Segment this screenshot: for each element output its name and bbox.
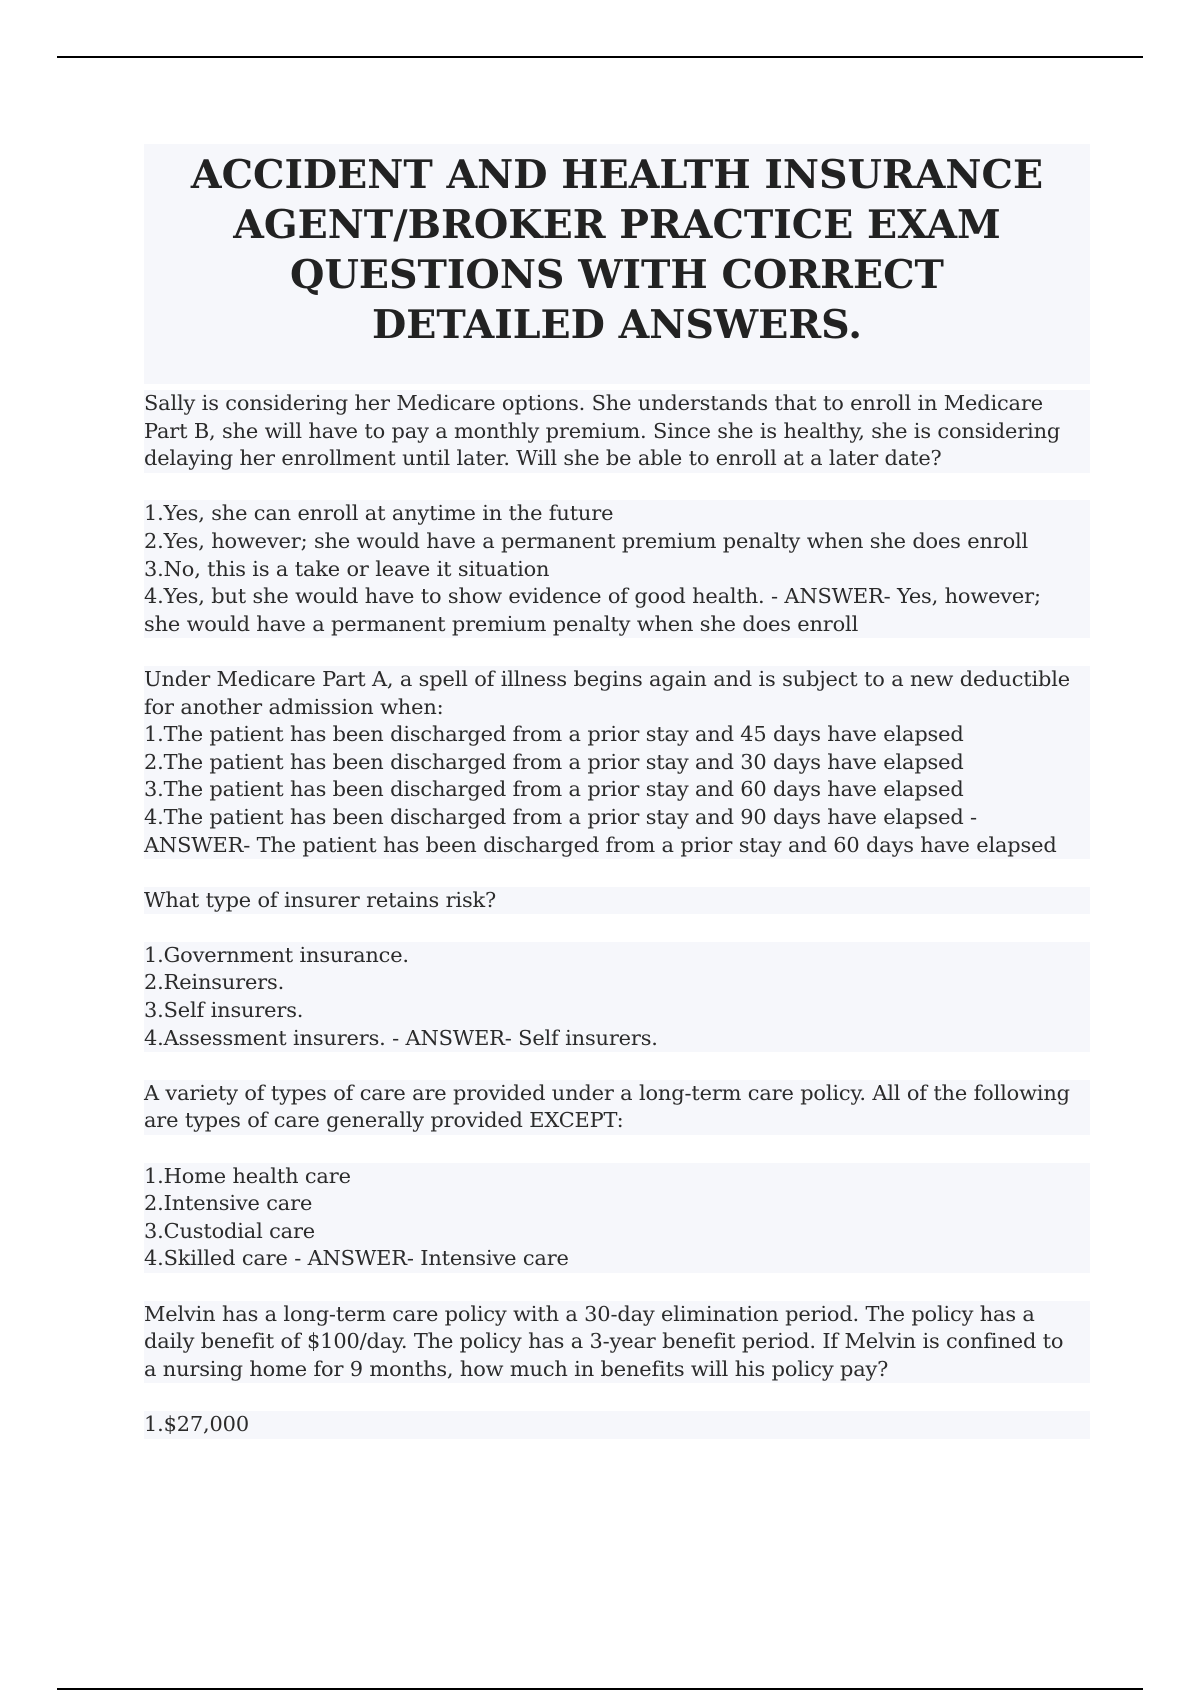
question-text-line: Sally is considering her Medicare options. She understands that to enroll in Medicare [144, 390, 1090, 418]
bottom-rule [57, 1688, 1143, 1690]
question-text-line: Part B, she will have to pay a monthly premium. Since she is healthy, she is considering [144, 418, 1090, 446]
answer-option: 2.Yes, however; she would have a permanent premium penalty when she does enroll [144, 528, 1090, 556]
answer-option: 1.The patient has been discharged from a prior stay and 45 days have elapsed [144, 721, 1090, 749]
answer-option: 1.Home health care [144, 1163, 1090, 1191]
question-3 [144, 887, 1090, 1053]
answer-option: 1.Government insurance. [144, 942, 1090, 970]
title-line: ACCIDENT AND HEALTH INSURANCE [190, 152, 1044, 198]
answer-option: 4.Yes, but she would have to show evidence of good health. - ANSWER- Yes, however; [144, 583, 1090, 611]
question-text-line: Under Medicare Part A, a spell of illness begins again and is subject to a new deductible [144, 666, 1090, 694]
answer-option: 1.$27,000 [144, 1411, 1090, 1439]
question-text-line: daily benefit of $100/day. The policy has a 3-year benefit period. If Melvin is confined to [144, 1328, 1090, 1356]
title-line: DETAILED ANSWERS. [371, 302, 863, 348]
answer-option: 3.The patient has been discharged from a prior stay and 60 days have elapsed [144, 776, 1090, 804]
answer-option: 4.Assessment insurers. - ANSWER- Self insurers. [144, 1025, 1090, 1053]
question-text-line: for another admission when: [144, 694, 1090, 722]
question-5 [144, 1301, 1090, 1439]
question-text-line: A variety of types of care are provided under a long-term care policy. All of the following [144, 1080, 1090, 1108]
answer-option: 4.Skilled care - ANSWER- Intensive care [144, 1245, 1090, 1273]
answer-option: 2.The patient has been discharged from a prior stay and 30 days have elapsed [144, 749, 1090, 777]
question-text-line: delaying her enrollment until later. Will she be able to enroll at a later date? [144, 445, 1090, 473]
answer-option: 1.Yes, she can enroll at anytime in the future [144, 500, 1090, 528]
answer-option: 3.Custodial care [144, 1218, 1090, 1246]
answer-option: 3.Self insurers. [144, 997, 1090, 1025]
question-text-line: Melvin has a long-term care policy with a 30-day elimination period. The policy has a [144, 1301, 1090, 1329]
answer-option: 2.Reinsurers. [144, 969, 1090, 997]
title-line: AGENT/BROKER PRACTICE EXAM [233, 202, 1001, 248]
question-text-line: What type of insurer retains risk? [144, 887, 1090, 915]
answer-option: 2.Intensive care [144, 1190, 1090, 1218]
title-line: QUESTIONS WITH CORRECT [290, 252, 944, 298]
question-text-line: are types of care generally provided EXCEPT: [144, 1107, 1090, 1135]
question-4 [144, 1080, 1090, 1273]
top-rule [57, 56, 1143, 58]
answer-option: 4.The patient has been discharged from a prior stay and 90 days have elapsed - [144, 804, 1090, 832]
document-body [144, 144, 1090, 1466]
answer-option: she would have a permanent premium penalty when she does enroll [144, 611, 1090, 639]
answer-option: ANSWER- The patient has been discharged from a prior stay and 60 days have elapsed [144, 832, 1090, 860]
question-2 [144, 666, 1090, 859]
answer-option: 3.No, this is a take or leave it situation [144, 556, 1090, 584]
question-text-line: a nursing home for 9 months, how much in benefits will his policy pay? [144, 1356, 1090, 1384]
question-1 [144, 390, 1090, 638]
document-title [144, 144, 1090, 384]
